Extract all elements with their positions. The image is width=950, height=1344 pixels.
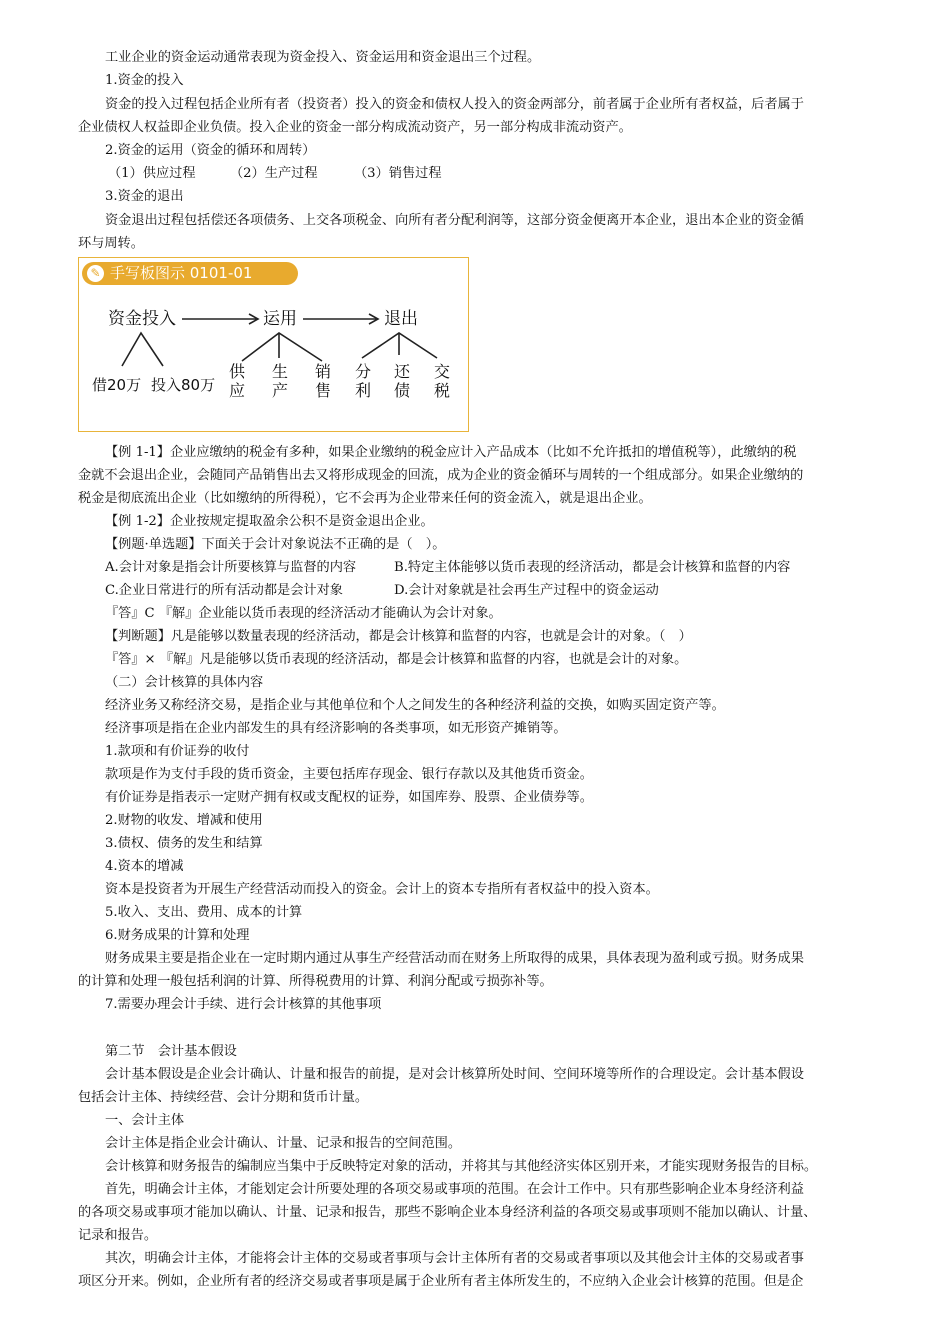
example-1-1: 【例 1-1】企业应缴纳的税金有多种，如果企业缴纳的税金应计入产品成本（比如不允许抵扣的增值税等），此缴纳的税	[105, 445, 797, 460]
paragraph-cont: 包括会计主体、持续经营、会计分期和货币计量。	[78, 1090, 369, 1105]
figure-title: 手写板图示 0101-01	[110, 264, 253, 282]
node-exit: 退出	[384, 309, 418, 329]
paragraph: 会计核算和财务报告的编制应当集中于反映特定对象的活动，并将其与其他经济实体区别开来，才能实现财务报告的目标。	[105, 1159, 818, 1174]
paragraph: 工业企业的资金运动通常表现为资金投入、资金运用和资金退出三个过程。	[105, 50, 541, 65]
paragraph: 会计基本假设是企业会计确认、计量和报告的前提，是对会计核算所处时间、空间环境等所作的合理设定。会计基本假设	[105, 1067, 804, 1082]
heading-usage: 2.资金的运用（资金的循环和周转）	[105, 143, 316, 158]
paragraph: 资本是投资者为开展生产经营活动而投入的资金。会计上的资本专指所有者权益中的投入资本。	[105, 882, 659, 897]
paragraph: 经济事项是指在企业内部发生的具有经济影响的各类事项，如无形资产摊销等。	[105, 721, 567, 736]
list-item: 6.财务成果的计算和处理	[105, 928, 250, 943]
paragraph: 有价证券是指表示一定财产拥有权或支配权的证券，如国库券、股票、企业债券等。	[105, 790, 593, 805]
paragraph: 其次，明确会计主体，才能将会计主体的交易或者事项与会计主体所有者的交易或者事项以及其他会计主体的交易或者事	[105, 1251, 804, 1266]
paragraph: 经济业务又称经济交易，是指企业与其他单位和个人之间发生的各种经济利益的交换，如购买固定资产等。	[105, 698, 725, 713]
answer-2: 『答』× 『解』凡是能够以货币表现的经济活动，都是会计核算和监督的内容，也就是会计的对象。	[105, 652, 688, 667]
list-item: 7.需要办理会计手续、进行会计核算的其他事项	[105, 997, 382, 1012]
paragraph: 财务成果主要是指企业在一定时期内通过从事生产经营活动而在财务上所取得的成果，具体表现为盈利或亏损。财务成果	[105, 951, 804, 966]
leaf-sales: 销售	[315, 362, 332, 400]
leaf-tax: 交税	[434, 362, 451, 400]
example-1-1-cont: 金就不会退出企业，会随同产品销售出去又将形成现金的回流，成为企业的资金循环与周转的一个组成部分。如果企业缴纳的	[78, 468, 804, 483]
node-usage: 运用	[263, 309, 297, 329]
question-single-choice: 【例题·单选题】下面关于会计对象说法不正确的是（ ）。	[105, 537, 446, 552]
stage-supply: （1）供应过程	[108, 166, 196, 181]
list-item: 4.资本的增减	[105, 859, 184, 874]
subsection-heading: （二）会计核算的具体内容	[105, 675, 264, 690]
paragraph: 资金退出过程包括偿还各项债务、上交各项税金、向所有者分配利润等，这部分资金便离开本企业，退出本企业的资金循	[105, 213, 804, 228]
paragraph-cont: 的各项交易或事项才能加以确认、计量、记录和报告，那些不影响企业本身经济利益的各项交易或事项则不能加以确认、计量、	[78, 1205, 817, 1220]
subsection-heading: 一、会计主体	[105, 1113, 185, 1128]
list-item: 3.债权、债务的发生和结算	[105, 836, 263, 851]
figure-title-badge	[82, 262, 298, 285]
leaf-supply: 供应	[229, 362, 246, 400]
pen-icon: ✎	[87, 265, 104, 282]
list-item: 2.财物的收发、增减和使用	[105, 813, 263, 828]
section-heading: 第二节 会计基本假设	[105, 1044, 237, 1059]
leaf-debt: 还债	[394, 362, 411, 400]
example-1-2: 【例 1-2】企业按规定提取盈余公积不是资金退出企业。	[105, 514, 434, 529]
leaf-invest: 投入80万	[151, 376, 216, 394]
heading-investment: 1.资金的投入	[105, 73, 184, 88]
paragraph-cont: 项区分开来。例如，企业所有者的经济交易或者事项是属于企业所有者主体所发生的，不应纳入企业会计核算的范围。但是企	[78, 1274, 804, 1289]
option-b: B.特定主体能够以货币表现的经济活动，都是会计核算和监督的内容	[394, 560, 791, 575]
paragraph: 款项是作为支付手段的货币资金，主要包括库存现金、银行存款以及其他货币资金。	[105, 767, 593, 782]
handwriting-figure	[78, 257, 469, 432]
paragraph-cont: 记录和报告。	[78, 1228, 158, 1243]
leaf-borrow: 借20万	[92, 376, 142, 394]
leaf-production: 生产	[272, 362, 289, 400]
paragraph-cont: 企业债权人权益即企业负债。投入企业的资金一部分构成流动资产，另一部分构成非流动资产。	[78, 120, 632, 135]
paragraph-cont: 的计算和处理一般包括利润的计算、所得税费用的计算、利润分配或亏损弥补等。	[78, 974, 553, 989]
paragraph: 首先，明确会计主体，才能划定会计所要处理的各项交易或事项的范围。在会计工作中。只有那些影响企业本身经济利益	[105, 1182, 804, 1197]
option-a: A.会计对象是指会计所要核算与监督的内容	[105, 560, 357, 575]
answer-1: 『答』C 『解』企业能以货币表现的经济活动才能确认为会计对象。	[105, 606, 502, 621]
option-d: D.会计对象就是社会再生产过程中的资金运动	[394, 583, 659, 598]
paragraph: 会计主体是指企业会计确认、计量、记录和报告的空间范围。	[105, 1136, 462, 1151]
paragraph: 资金的投入过程包括企业所有者（投资者）投入的资金和债权人投入的资金两部分，前者属于企业所有者权益，后者属于	[105, 97, 804, 112]
option-c: C.企业日常进行的所有活动都是会计对象	[105, 583, 343, 598]
stage-sales: （3）销售过程	[354, 166, 442, 181]
node-investment: 资金投入	[108, 309, 176, 329]
example-1-1-cont: 税金是彻底流出企业（比如缴纳的所得税），它不会再为企业带来任何的资金流入，就是退出企业。	[78, 491, 652, 506]
paragraph-cont: 环与周转。	[78, 236, 144, 251]
question-true-false: 【判断题】凡是能够以数量表现的经济活动，都是会计核算和监督的内容，也就是会计的对象。（ ）	[105, 629, 692, 644]
stage-production: （2）生产过程	[230, 166, 318, 181]
leaf-profit: 分利	[355, 362, 372, 400]
list-item: 5.收入、支出、费用、成本的计算	[105, 905, 303, 920]
list-item: 1.款项和有价证券的收付	[105, 744, 250, 759]
heading-exit: 3.资金的退出	[105, 189, 184, 204]
